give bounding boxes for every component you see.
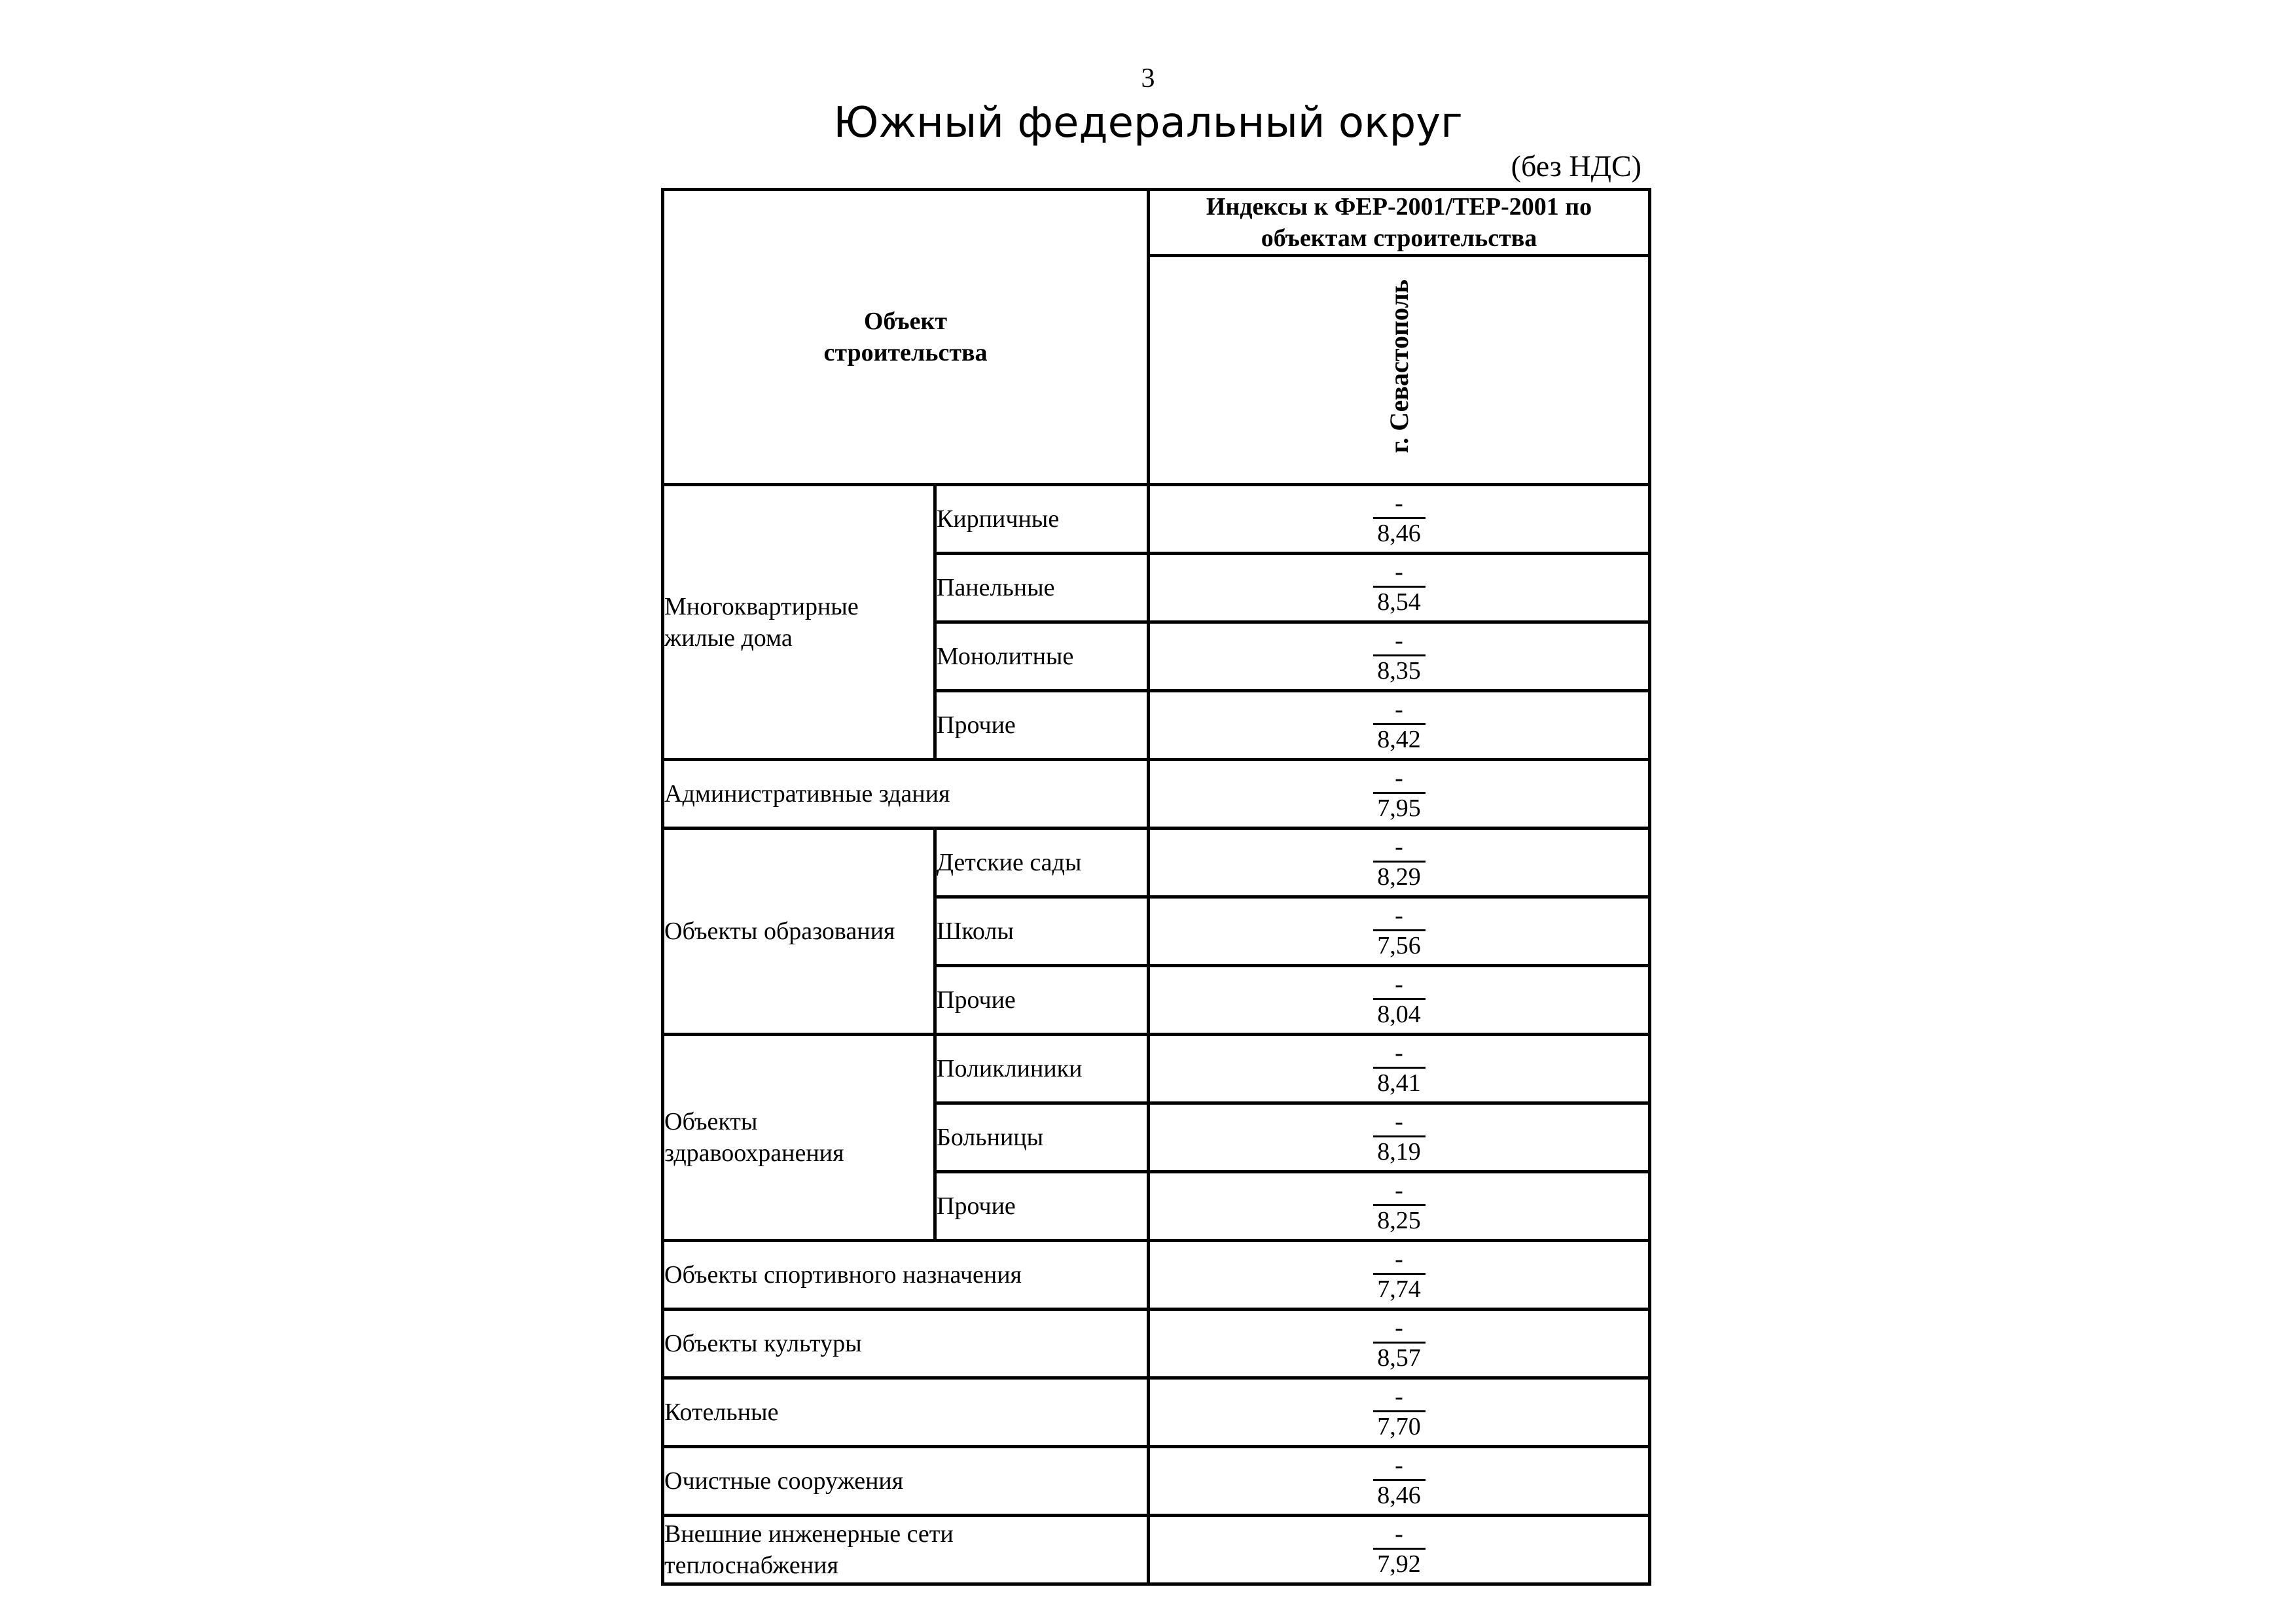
value-top: -: [1373, 902, 1426, 931]
value-cell: [1149, 554, 1650, 622]
row-label-heating-networks: [663, 1516, 1149, 1584]
value-top: -: [1373, 627, 1426, 656]
value-index: 8,35: [1377, 656, 1421, 685]
value-cell: [1149, 897, 1650, 966]
value-top: -: [1373, 1245, 1426, 1275]
row-label: Панельные: [935, 554, 1149, 622]
table-row: [663, 760, 1650, 829]
value-top: -: [1373, 490, 1426, 519]
value-top: -: [1373, 971, 1426, 1000]
value-top: -: [1373, 1039, 1426, 1069]
header-index-label: Индексы к ФЕР-2001/ТЕР-2001 по объектам строительства: [1206, 193, 1592, 252]
value-cell: [1149, 1447, 1650, 1516]
header-object-cell: [663, 190, 1149, 485]
table-row: [663, 485, 1650, 554]
page-number: 3: [1141, 63, 1155, 94]
table-row: [663, 1035, 1650, 1103]
row-label-administrative: Административные здания: [663, 760, 1149, 829]
value-top: -: [1373, 1314, 1426, 1344]
value-cell: [1149, 1103, 1650, 1172]
row-label: Поликлиники: [935, 1035, 1149, 1103]
header-index-cell: [1149, 190, 1650, 256]
row-label-culture: Объекты культуры: [663, 1310, 1149, 1378]
value-index: 7,74: [1377, 1275, 1421, 1303]
row-label-boilers: Котельные: [663, 1378, 1149, 1447]
row-label-treatment: Очистные сооружения: [663, 1447, 1149, 1516]
row-label: Детские сады: [935, 829, 1149, 897]
value-top: -: [1373, 1452, 1426, 1481]
value-index: 8,19: [1377, 1137, 1421, 1166]
value-cell: [1149, 966, 1650, 1035]
row-label: Кирпичные: [935, 485, 1149, 554]
table-row: [663, 1447, 1650, 1516]
row-label: Больницы: [935, 1103, 1149, 1172]
value-index: 8,41: [1377, 1069, 1421, 1097]
table-row: [663, 1310, 1650, 1378]
table-header-row: [663, 190, 1650, 256]
value-top: -: [1373, 1520, 1426, 1550]
value-cell: [1149, 485, 1650, 554]
group-label-education: Объекты образования: [663, 829, 935, 1035]
heating-networks-label: Внешние инженерные сети теплоснабжения: [664, 1520, 954, 1579]
value-index: 8,42: [1377, 725, 1421, 753]
group-label-apartments: Многоквартирные жилые дома: [663, 485, 935, 760]
header-city-label: г. Севастополь: [1384, 279, 1414, 454]
value-cell: [1149, 691, 1650, 760]
page-title: Южный федеральный округ: [833, 99, 1463, 147]
vat-note: (без НДС): [1511, 149, 1641, 183]
value-index: 7,56: [1377, 931, 1421, 959]
value-top: -: [1373, 1177, 1426, 1206]
value-cell: [1149, 1172, 1650, 1241]
value-cell: [1149, 1241, 1650, 1310]
value-top: -: [1373, 696, 1426, 725]
header-object-label: Объект строительства: [823, 308, 988, 366]
value-index: 8,46: [1377, 1481, 1421, 1509]
value-cell: [1149, 760, 1650, 829]
value-index: 7,70: [1377, 1412, 1421, 1440]
group-label-healthcare: Объекты здравоохранения: [663, 1035, 935, 1241]
index-table: [661, 188, 1651, 1586]
header-city-cell: [1149, 256, 1650, 485]
value-index: 8,29: [1377, 863, 1421, 891]
value-top: -: [1373, 764, 1426, 794]
value-index: 8,54: [1377, 588, 1421, 616]
value-index: 7,95: [1377, 794, 1421, 822]
row-label: Прочие: [935, 966, 1149, 1035]
value-cell: [1149, 1310, 1650, 1378]
value-cell: [1149, 829, 1650, 897]
value-top: -: [1373, 1383, 1426, 1412]
table-row: [663, 829, 1650, 897]
value-cell: [1149, 1035, 1650, 1103]
row-label: Монолитные: [935, 622, 1149, 691]
value-index: 8,57: [1377, 1344, 1421, 1372]
table-row: [663, 1378, 1650, 1447]
value-index: 8,04: [1377, 1000, 1421, 1028]
table-row: [663, 1516, 1650, 1584]
row-label: Прочие: [935, 1172, 1149, 1241]
value-cell: [1149, 1516, 1650, 1584]
row-label: Прочие: [935, 691, 1149, 760]
table-row: [663, 1241, 1650, 1310]
value-index: 8,46: [1377, 519, 1421, 547]
row-label: Школы: [935, 897, 1149, 966]
value-top: -: [1373, 1108, 1426, 1137]
row-label-sports: Объекты спортивного назначения: [663, 1241, 1149, 1310]
value-top: -: [1373, 558, 1426, 588]
value-index: 7,92: [1377, 1550, 1421, 1578]
value-cell: [1149, 622, 1650, 691]
value-top: -: [1373, 833, 1426, 863]
value-cell: [1149, 1378, 1650, 1447]
value-index: 8,25: [1377, 1206, 1421, 1234]
